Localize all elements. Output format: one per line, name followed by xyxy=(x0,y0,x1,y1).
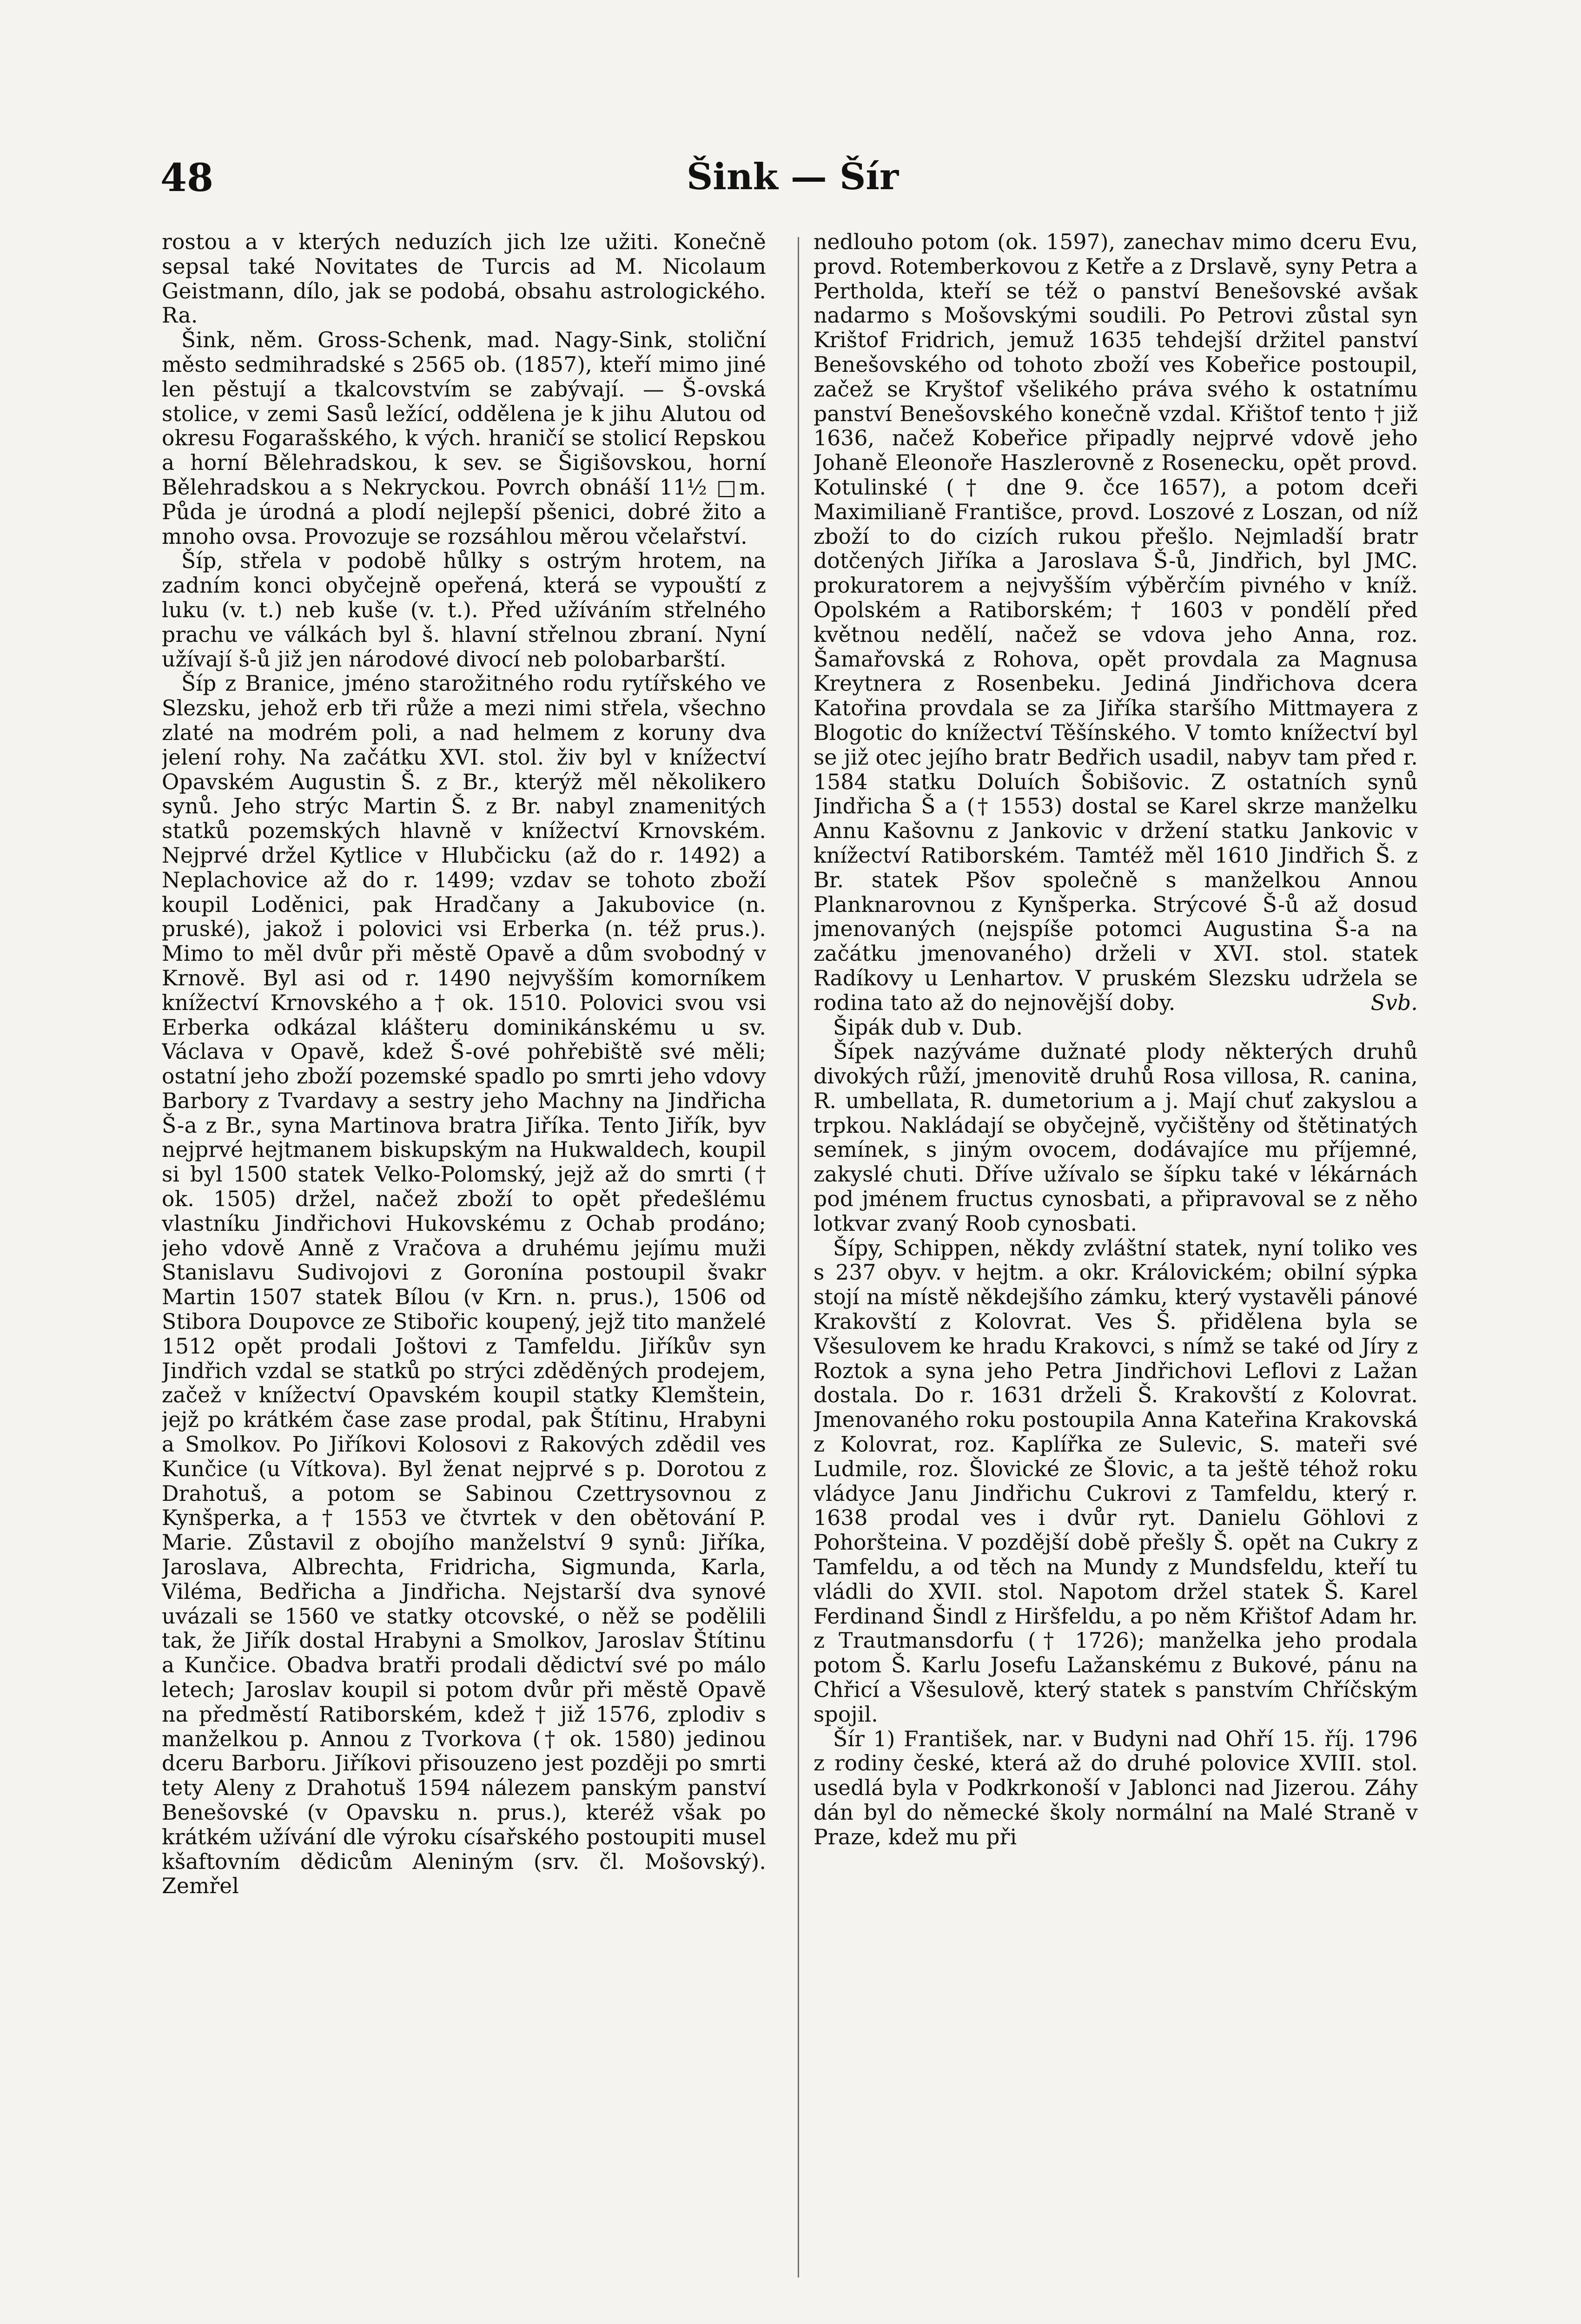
entry-sir: Šír 1) František, nar. v Budyni nad Ohří 15. říj. 1796 z rodiny české, která až do druhé polovice XVIII. stol. usedlá byla v Podkrkonoší v Jablonci nad Jizerou. Záhy dán byl do německé školy normální na Malé Straně v Praze, kdež mu při xyxy=(814,1726,1418,1849)
entry-sipek: Šípek nazýváme dužnaté plody některých druhů divokých růží, jmenovitě druhů Rosa villosa, R. canina, R. umbellata, R. dumetorium a j. Mají chuť zakyslou a trpkou. Nakládají se obyčejně, vyčištěny od štětinatých semínek, s jiným ovocem, dodávajíce mu příjemné, zakyslé chuti. Dříve užívalo se šípku také v lékárnách pod jménem fructus cynosbati, a připravoval se z něho lotkvar zvaný Roob cynosbati. xyxy=(814,1039,1418,1236)
entry-sip: Šíp, střela v podobě hůlky s ostrým hrotem, na zadním konci obyčejně opeřená, která se vypouští z luku (v. t.) neb kuše (v. t.). Před užíváním střelného prachu ve válkách byl š. hlavní střelnou zbraní. Nyní užívají š-ů již jen národové divocí neb polobarbarští. xyxy=(162,548,766,672)
page-header xyxy=(160,156,1425,202)
page-number: 48 xyxy=(160,156,214,200)
entry-text: nedlouho potom (ok. 1597), zanechav mimo dceru Evu, provd. Rotemberkovou z Ketře a z Drslavě, syny Petra a Pertholda, kteří se též o panství Benešovské avšak nadarmo s Mošovskými soudili. Po Petrovi zůstal syn Krištof Fridrich, jemuž 1635 tehdejší držitel panství Benešovského od tohoto zboží ves Kobeřice postoupil, začež se Kryštof všelikého práva svého k ostatnímu panství Benešovského konečně vzdal. Křištof tento † již 1636, načež Kobeřice připadly nejprvé vdově jeho Johaně Eleonoře Haszlerovně z Rosenecku, opět provd. Kotulinské († dne 9. čce 1657), a potom dceři Maximilianě Františce, provd. Loszové z Loszan, od níž zboží to do cizích rukou přešlo. Nejmladší bratr dotčených Jiříka a Jaroslava Š-ů, Jindřich, byl JMC. prokuratorem a nejvyšším výběrčím pivného v kníž. Opolském a Ratiborském; † 1603 v pondělí před květnou nedělí, načež se vdova jeho Anna, roz. Šamařovská z Rohova, opět provdala za Magnusa Kreytnera z Rosenbeku. Jediná Jindřichova dcera Katořina provdala se za Jiříka staršího Mittmayera z Blogotic do knížectví Těšínského. V tomto knížectví byl se již otec jejího bratr Bedřich usadil, nabyv tam před r. 1584 statku Doluích Šobišovic. Z ostatních synů Jindřicha Š a († 1553) dostal se Karel skrze manželku Annu Kašovnu z Jankovic v držení statku Jankovic v knížectví Ratiborském. Tamtéž měl 1610 Jindřich Š. z Br. statek Pšov společně s manželkou Annou Planknarovnou z Kynšperka. Strýcové Š-ů až dosud jmenovaných (nejspíše potomci Augustina Š-a na začátku jmenovaného) drželi v XVI. stol. statek Radíkovy u Lenhartov. V pruském Slezsku udržela se rodina tato až do nejnovější doby. xyxy=(814,230,1418,1015)
running-head: Šink — Šír xyxy=(686,156,899,198)
entry-sip-z-branice: Šíp z Branice, jméno starožitného rodu rytířského ve Slezsku, jehož erb tři růže a mezi nimi střela, všechno zlaté na modrém poli, a nad helmem z koruny dva jelení rohy. Na začátku XVI. stol. živ byl v knížectví Opavském Augustin Š. z Br., kterýž měl několikero synů. Jeho strýc Martin Š. z Br. nabyl znamenitých statků pozemských hlavně v knížectví Krnovském. Nejprvé držel Kytlice v Hlubčicku (až do r. 1492) a Neplachovice až do r. 1499; vzdav se tohoto zboží koupil Loděnici, pak Hradčany a Jakubovice (n. pruské), jakož i polovici vsi Erberka (n. též prus.). Mimo to měl dvůr při městě Opavě a dům svobodný v Krnově. Byl asi od r. 1490 nejvyšším komorníkem knížectví Krnovského a † ok. 1510. Polovici svou vsi Erberka odkázal klášteru dominikánskému u sv. Václava v Opavě, kdež Š-ové pohřebiště své měli; ostatní jeho zboží pozemské spadlo po smrti jeho vdovy Barbory z Tvardavy a sestry jeho Machny na Jindřicha Š-a z Br., syna Martinova bratra Jiříka. Tento Jiřík, byv nejprvé hejtmanem biskupským na Hukwaldech, koupil si byl 1500 statek Velko-Polomský, jejž až do smrti († ok. 1505) držel, načež zboží to opět předešlému vlastníku Jindřichovi Hukovskému z Ochab prodáno; jeho vdově Anně z Vračova a druhému jejímu muži Stanislavu Sudivojovi z Goronína postoupil švakr Martin 1507 statek Bílou (v Krn. n. prus.), 1506 od Stibora Doupovce ze Stibořic koupený, jejž tito manželé 1512 opět prodali Joštovi z Tamfeldu. Jiříkův syn Jindřich vzdal se statků po strýci zděděných prodejem, začež v knížectví Opavském koupil statky Klemštein, jejž po krátkém čase zase prodal, pak Štítinu, Hrabyni a Smolkov. Po Jiříkovi Kolosovi z Rakových zdědil ves Kunčice (u Vítkova). Byl ženat nejprvé s p. Dorotou z Drahotuš, a potom se Sabinou Czettrysovnou z Kynšperka, a † 1553 ve čtvrtek v den obětování P. Marie. Zůstavil z obojího manželství 9 synů: Jiříka, Jaroslava, Albrechta, Fridricha, Sigmunda, Karla, Viléma, Bedřicha a Jindřicha. Nejstarší dva synové uvázali se 1560 ve statky otcovské, o něž se podělili tak, že Jiřík dostal Hrabyni a Smolkov, Jaroslav Štítinu a Kunčice. Obadva bratři prodali dědictví své po málo letech; Jaroslav koupil si potom dvůr při městě Opavě na předměstí Ratiborském, kdež † již 1576, zplodiv s manželkou p. Annou z Tvorkova († ok. 1580) jedinou dceru Barboru. Jiříkovi přisouzeno jest později po smrti tety Aleny z Drahotuš 1594 nálezem panským panství Benešovské (v Opavsku n. prus.), kteréž však po krátkém užívání dle výroku císařského postoupiti musel kšaftovním dědicům Aleniným (srv. čl. Mošovský). Zemřel xyxy=(162,671,766,1899)
entry-sink: Šink, něm. Gross-Schenk, mad. Nagy-Sink, stoliční město sedmihradské s 2565 ob. (1857), kteří mimo jiné len pěstují a tkalcovstvím se zabývají. — Š-ovská stolice, v zemi Sasů ležící, oddělena je k jihu Alutou od okresu Fogarašského, k vých. hraničí se stolicí Repskou a horní Bělehradskou, k sev. se Šigišovskou, horní Bělehradskou a s Nekryckou. Povrch obnáší 11½ □m. Půda je úrodná a plodí nejlepší pšenici, dobré žito a mnoho ovsa. Provozuje se rozsáhlou měrou včelařství. xyxy=(162,328,766,549)
entry-sipy: Šípy, Schippen, někdy zvláštní statek, nyní toliko ves s 237 obyv. v hejtm. a okr. Královickém; obilní sýpka stojí na místě někdejšího zámku, který vystavěli pánové Krakovští z Kolovrat. Ves Š. přidělena byla se Všesulovem ke hradu Krakovci, s nímž se také od Jíry z Roztok a syna jeho Petra Jindřichovi Leflovi z Lažan dostala. Do r. 1631 drželi Š. Krakovští z Kolovrat. Jmenovaného roku postoupila Anna Kateřina Krakovská z Kolovrat, roz. Kaplířka ze Sulevic, S. mateři své Ludmile, roz. Šlovické ze Šlovic, a ta ještě téhož roku vládyce Janu Jindřichu Cukrovi z Tamfeldu, který r. 1638 prodal ves i dvůr ryt. Danielu Göhlovi z Pohoršteina. V pozdější době přešly Š. opět na Cukry z Tamfeldu, a od těch na Mundy z Mundsfeldu, kteří tu vládli do XVII. stol. Napotom držel statek Š. Karel Ferdinand Šindl z Hiršfeldu, a po něm Křištof Adam hr. z Trautmansdorfu († 1726); manželka jeho prodala potom Š. Karlu Josefu Lažanskému z Bukové, pánu na Chřicí a Všesulově, který statek s panstvím Chříčským spojil. xyxy=(814,1235,1418,1727)
author-signature: Svb. xyxy=(1370,990,1418,1015)
entry-paragraph: rostou a v kterých neduzích jich lze užiti. Konečně sepsal také Novitates de Turcis ad M. Nicolaum Geistmann, dílo, jak se podobá, obsahu astrologického. Ra. xyxy=(162,230,766,328)
entry-paragraph-continued xyxy=(814,230,1418,1016)
entry-sipak: Šipák dub v. Dub. xyxy=(833,1015,1023,1040)
right-column xyxy=(814,230,1418,2312)
column-divider xyxy=(798,237,799,2278)
left-column xyxy=(162,230,766,2312)
